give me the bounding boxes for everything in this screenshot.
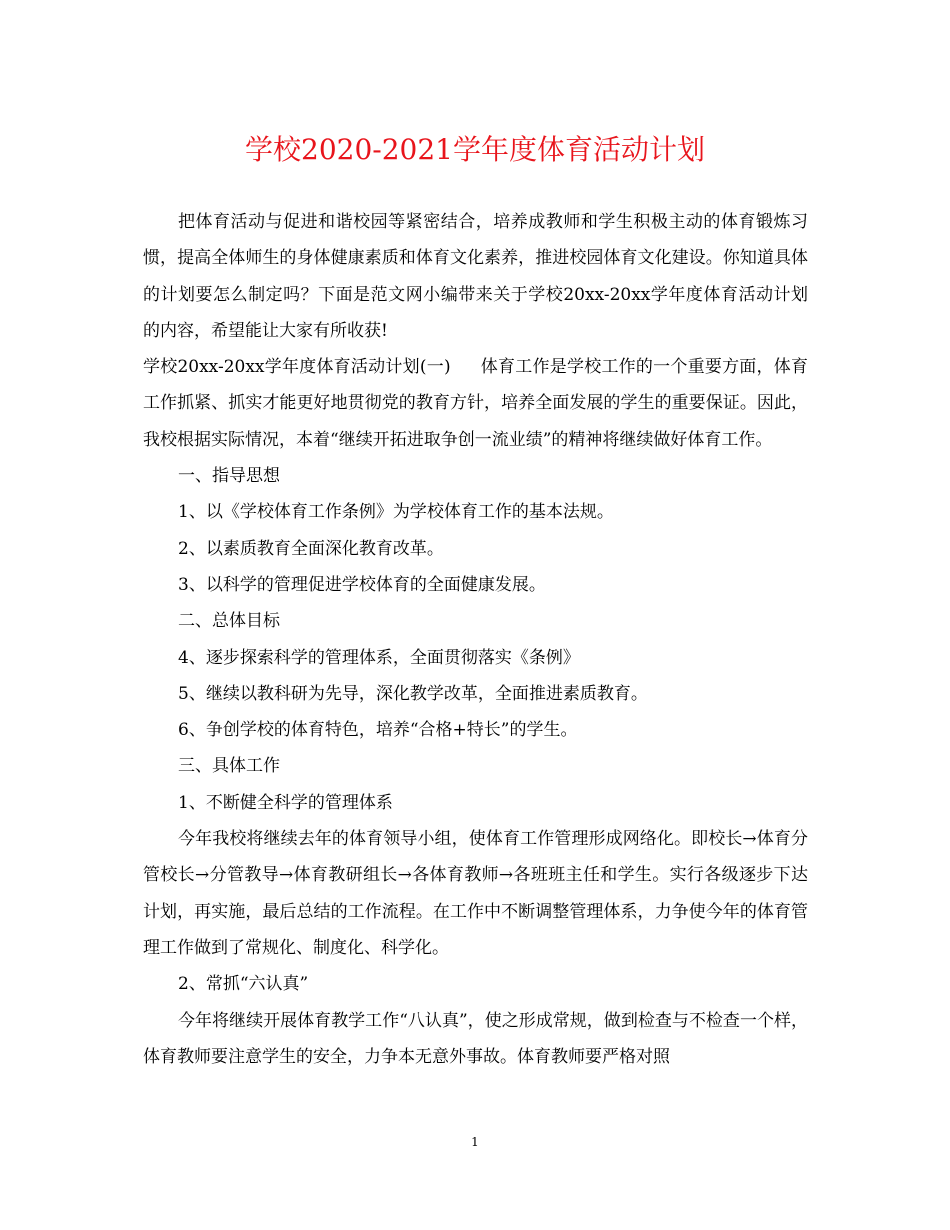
- document-title: 学校2020-2021学年度体育活动计划: [245, 133, 705, 166]
- management-paragraph: 今年我校将继续去年的体育领导小组，使体育工作管理形成网络化。即校长→体育分管校长→分管教导→体育教研组长→各体育教师→各班班主任和学生。实行各级逐步下达计划，再实施，最后总结的工作流程。在工作中不断调整管理体系，力争使今年的体育管理工作做到了常规化、制度化、科学化。: [143, 829, 808, 958]
- intro-paragraph: 把体育活动与促进和谐校园等紧密结合，培养成教师和学生积极主动的体育锻炼习惯，提高全体师生的身体健康素质和体育文化素养，推进校园体育文化建设。你知道具体的计划要怎么制定吗？下面是范文网小编带来关于学校20xx-20xx学年度体育活动计划的内容，希望能让大家有所收获!: [143, 212, 808, 341]
- list-item: 4、逐步探索科学的管理体系，全面贯彻落实《条例》: [178, 647, 580, 668]
- heading-specific-work: 三、具体工作: [178, 756, 280, 777]
- list-item: 1、不断健全科学的管理体系: [178, 792, 393, 813]
- eight-true-paragraph: 今年将继续开展体育教学工作“八认真”，使之形成常规，做到检查与不检查一个样，体育教师要注意学生的安全，力争本无意外事故。体育教师要严格对照: [143, 1010, 808, 1067]
- list-item: 2、以素质教育全面深化教育改革。: [178, 538, 444, 559]
- section-paragraph: [143, 349, 808, 458]
- page-number: 1: [471, 1135, 479, 1149]
- document-body: [143, 204, 808, 1075]
- section-heading: 学校20xx-20xx学年度体育活动计划(一): [143, 357, 451, 378]
- list-item: 2、常抓“六认真”: [178, 974, 309, 995]
- list-item: 1、以《学校体育工作条例》为学校体育工作的基本法规。: [178, 502, 614, 523]
- heading-overall-goals: 二、总体目标: [178, 611, 280, 632]
- section-intro: 体育工作是学校工作的一个重要方面，体育工作抓紧、抓实才能更好地贯彻党的教育方针，培养全面发展的学生的重要保证。因此，我校根据实际情况，本着“继续开拓进取争创一流业绩”的精神将继续做好体育工作。: [143, 357, 808, 450]
- heading-guiding-ideology: 一、指导思想: [178, 466, 280, 487]
- list-item: 3、以科学的管理促进学校体育的全面健康发展。: [178, 574, 546, 595]
- list-item: 6、争创学校的体育特色，培养“合格+特长”的学生。: [178, 720, 578, 741]
- list-item: 5、继续以教科研为先导，深化教学改革，全面推进素质教育。: [178, 683, 648, 704]
